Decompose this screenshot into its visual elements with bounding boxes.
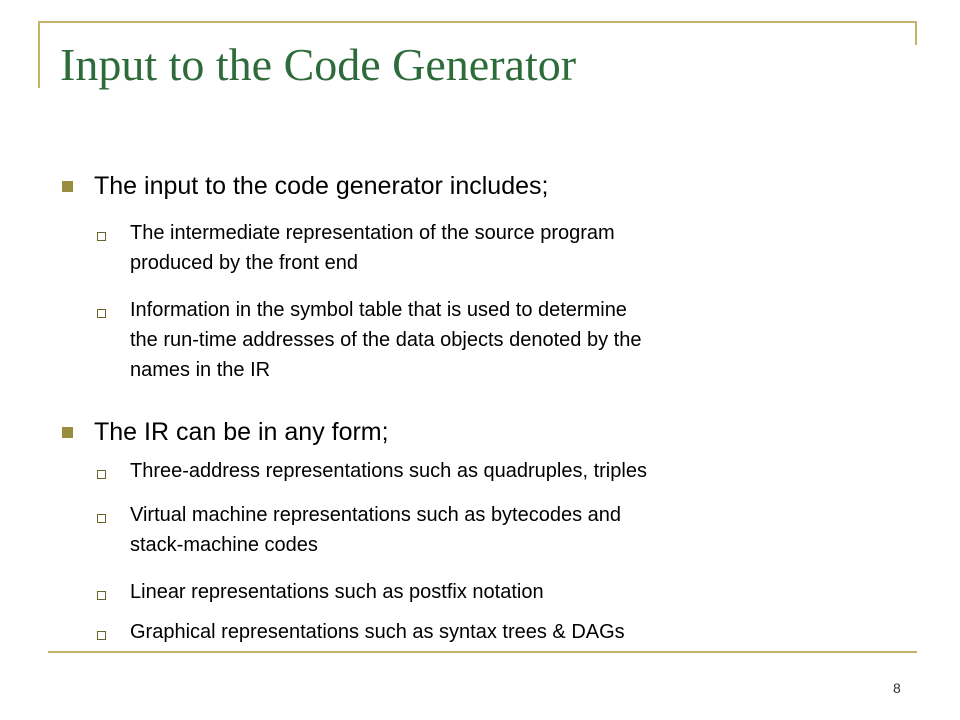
sub-bullet-line: Virtual machine representations such as bytecodes and <box>130 504 622 526</box>
sub-bullet-line: the run-time addresses of the data objects denoted by the <box>130 329 642 351</box>
sub-bullet-item <box>130 617 900 647</box>
hollow-square-bullet-icon <box>97 514 106 523</box>
sub-bullet-item <box>130 500 900 560</box>
sub-bullet-line: stack-machine codes <box>130 534 318 556</box>
hollow-square-bullet-icon <box>97 470 106 479</box>
slide-title: Input to the Code Generator <box>60 39 577 90</box>
hollow-square-bullet-icon <box>97 591 106 600</box>
hollow-square-bullet-icon <box>97 309 106 318</box>
sub-bullet-item <box>130 218 900 278</box>
sub-bullet-line: The intermediate representation of the source program <box>130 222 615 244</box>
sub-bullet-item <box>130 456 900 486</box>
bullet-heading: The IR can be in any form; <box>94 418 389 446</box>
page-number: 8 <box>893 680 901 696</box>
square-bullet-icon <box>62 427 73 438</box>
square-bullet-icon <box>62 181 73 192</box>
sub-bullet-line: Three-address representations such as quadruples, triples <box>130 460 647 482</box>
hollow-square-bullet-icon <box>97 631 106 640</box>
sub-bullet-item <box>130 577 900 607</box>
sub-bullet-line: produced by the front end <box>130 252 358 274</box>
hollow-square-bullet-icon <box>97 232 106 241</box>
sub-bullet-line: Graphical representations such as syntax trees & DAGs <box>130 621 625 643</box>
bullet-heading: The input to the code generator includes; <box>94 172 549 200</box>
sub-bullet-line: names in the IR <box>130 359 271 381</box>
sub-bullet-line: Information in the symbol table that is used to determine <box>130 299 627 321</box>
sub-bullet-item <box>130 295 900 385</box>
sub-bullet-line: Linear representations such as postfix notation <box>130 581 544 603</box>
